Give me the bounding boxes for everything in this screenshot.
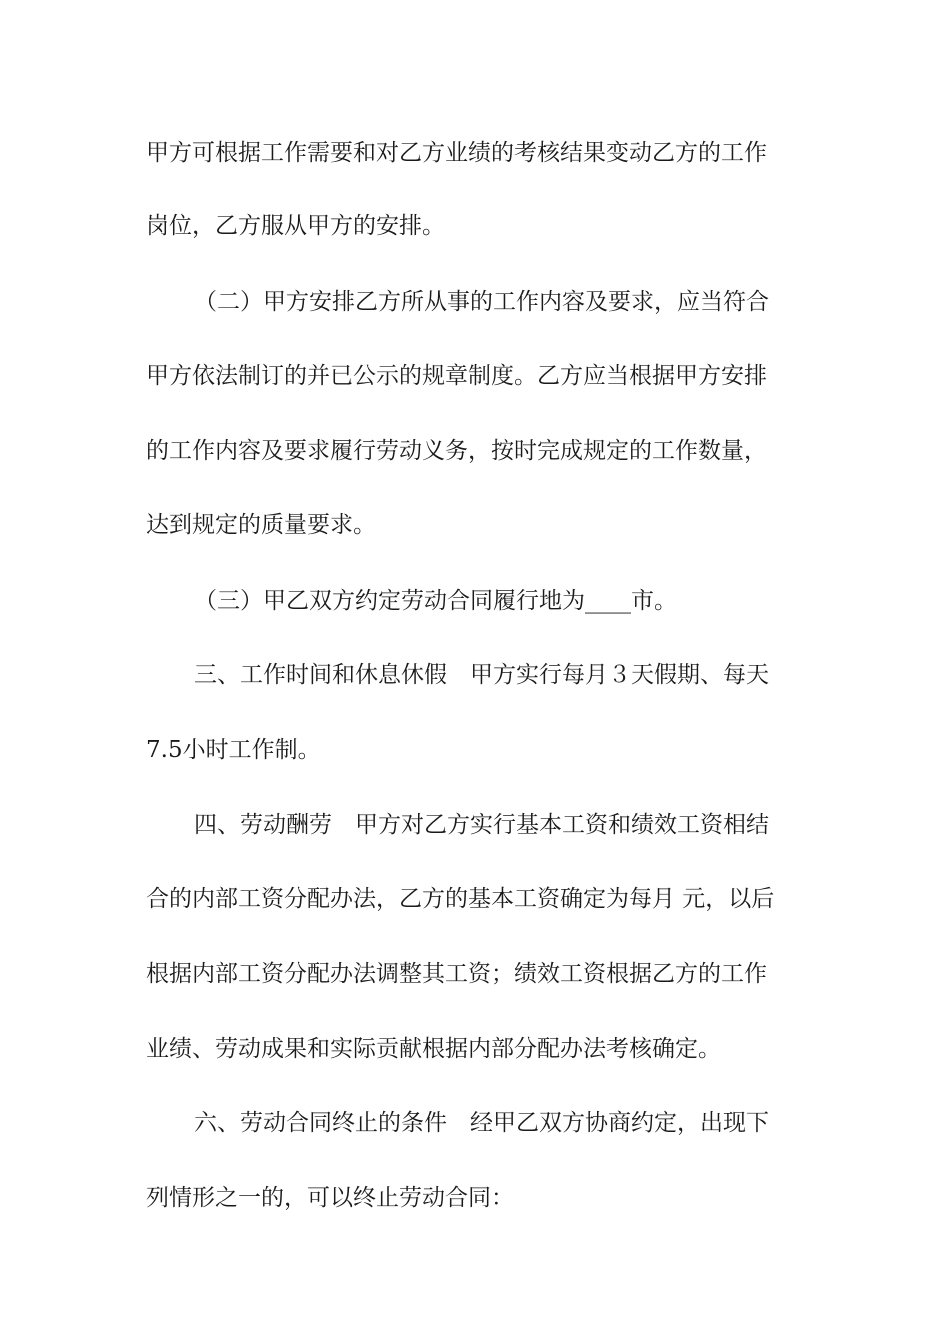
paragraph-line: （三）甲乙双方约定劳动合同履行地为____市。 (194, 588, 677, 614)
paragraph-line: 合的内部工资分配办法，乙方的基本工资确定为每月 元，以后 (146, 886, 775, 912)
paragraph-line: 根据内部工资分配办法调整其工资；绩效工资根据乙方的工作 (146, 961, 767, 987)
paragraph-line: 甲方依法制订的并已公示的规章制度。乙方应当根据甲方安排 (146, 363, 767, 389)
paragraph-line: 六、劳动合同终止的条件 经甲乙双方协商约定，出现下 (194, 1110, 769, 1136)
paragraph-line: 7.5小时工作制。 (146, 737, 321, 763)
paragraph-line: （二）甲方安排乙方所从事的工作内容及要求，应当符合 (194, 289, 769, 315)
paragraph-line: 业绩、劳动成果和实际贡献根据内部分配办法考核确定。 (146, 1036, 721, 1062)
paragraph-line: 达到规定的质量要求。 (146, 512, 376, 538)
paragraph-line: 列情形之一的，可以终止劳动合同： (146, 1185, 514, 1211)
paragraph-line: 的工作内容及要求履行劳动义务，按时完成规定的工作数量， (146, 438, 767, 464)
paragraph-line: 四、劳动酬劳 甲方对乙方实行基本工资和绩效工资相结 (194, 812, 769, 838)
paragraph-line: 岗位，乙方服从甲方的安排。 (146, 213, 445, 239)
paragraph-line: 三、工作时间和休息休假 甲方实行每月３天假期、每天 (194, 662, 769, 688)
paragraph-line: 甲方可根据工作需要和对乙方业绩的考核结果变动乙方的工作 (146, 140, 767, 166)
